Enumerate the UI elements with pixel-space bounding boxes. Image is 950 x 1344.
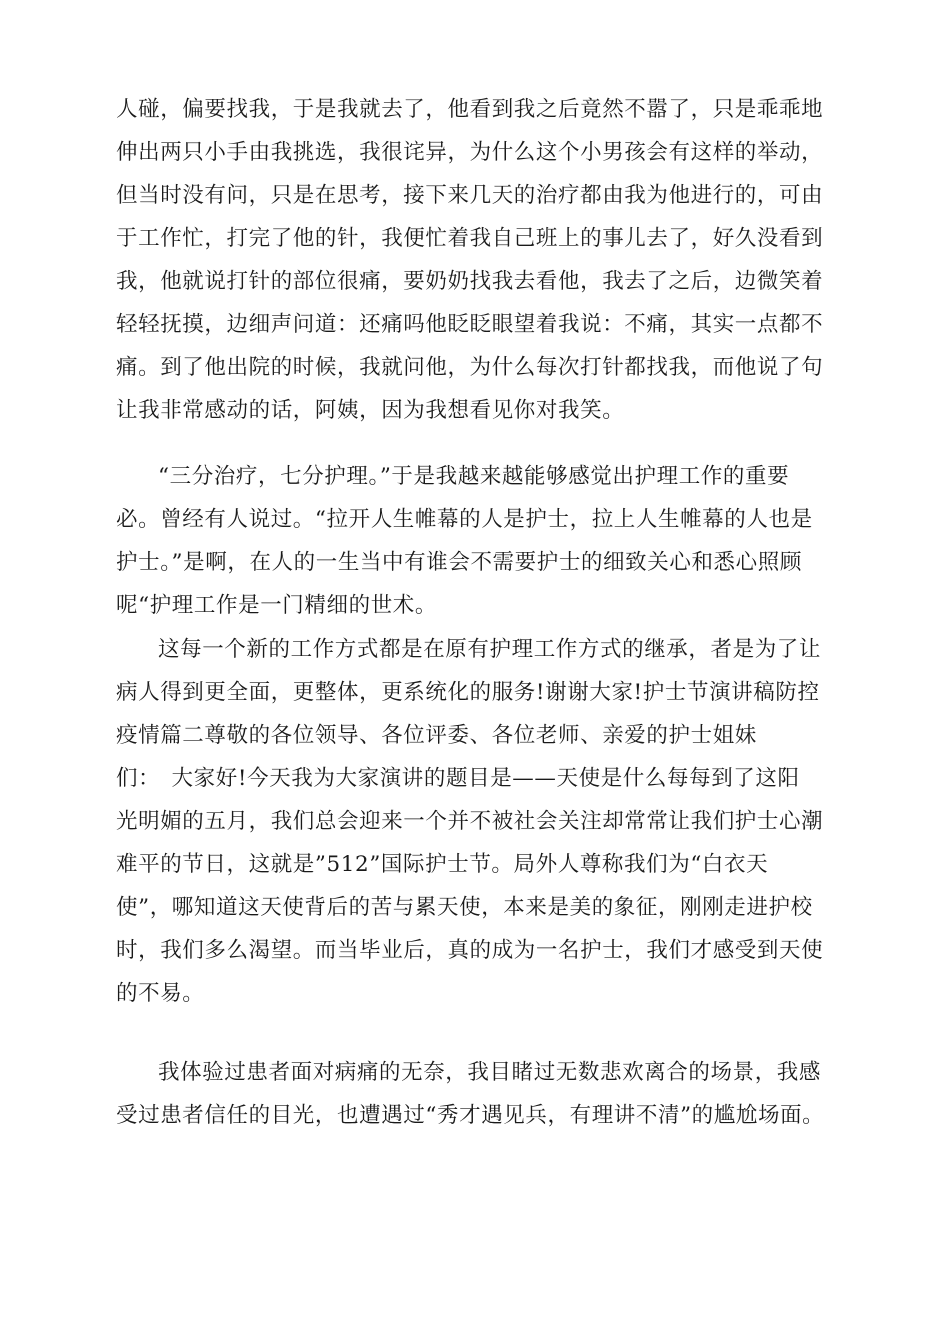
text-line: 疫情篇二尊敬的各位领导、各位评委、各位老师、亲爱的护士姐妹 <box>116 723 757 748</box>
text-line: 让我非常感动的话，阿姨，因为我想看见你对我笑。 <box>116 398 625 423</box>
text-line: 时，我们多么渴望。而当毕业后，真的成为一名护士，我们才感受到天使 <box>116 938 824 963</box>
text-line: 于工作忙，打完了他的针，我便忙着我自己班上的事儿去了，好久没看到 <box>116 226 824 251</box>
paragraph-3 <box>116 628 856 1015</box>
text-line: 人碰，偏要找我，于是我就去了，他看到我之后竟然不嚣了，只是乖乖地 <box>116 97 824 122</box>
text-line: 难平的节日，这就是”512”国际护士节。局外人尊称我们为“白衣天 <box>116 852 769 877</box>
text-line: 呢“护理工作是一门精细的世术。 <box>116 593 437 618</box>
text-line: 但当时没有问，只是在思考，接下来几天的治疗都由我为他进行的，可由 <box>116 183 824 208</box>
text-line: 必。曾经有人说过。“拉开人生帷幕的人是护士，拉上人生帷幕的人也是 <box>116 507 813 532</box>
text-line: 光明媚的五月，我们总会迎来一个并不被社会关注却常常让我们护士心潮 <box>116 809 824 834</box>
text-line: 们： 大家好!今天我为大家演讲的题目是——天使是什么每每到了这阳 <box>116 766 800 791</box>
text-line: 痛。到了他出院的时候，我就问他，为什么每次打针都找我，而他说了句 <box>116 355 824 380</box>
text-line: 的不易。 <box>116 981 205 1006</box>
text-line: 使”，哪知道这天使背后的苦与累天使，本来是美的象征，刚刚走进护校 <box>116 895 813 920</box>
paragraph-4 <box>116 1051 856 1137</box>
text-line: 我体验过患者面对病痛的无奈，我目睹过无数悲欢离合的场景，我感 <box>158 1060 822 1085</box>
text-line: 我，他就说打针的部位很痛，要奶奶找我去看他，我去了之后，边微笑着 <box>116 269 824 294</box>
text-line: 病人得到更全面，更整体，更系统化的服务!谢谢大家!护士节演讲稿防控 <box>116 680 820 705</box>
paragraph-2 <box>116 455 856 627</box>
text-line: 护士。”是啊，在人的一生当中有谁会不需要护士的细致关心和悉心照顾 <box>116 550 802 575</box>
text-line: 这每一个新的工作方式都是在原有护理工作方式的继承，者是为了让 <box>158 637 822 662</box>
text-line: 轻轻抚摸，边细声问道：还痛吗他眨眨眼望着我说：不痛，其实一点都不 <box>116 312 824 337</box>
paragraph-1 <box>116 88 856 432</box>
text-line: 伸出两只小手由我挑选，我很诧异，为什么这个小男孩会有这样的举动， <box>116 140 824 165</box>
text-line: 受过患者信任的目光，也遭遇过“秀才遇见兵，有理讲不清”的尴尬场面。 <box>116 1103 825 1128</box>
text-line: “三分治疗，七分护理。”于是我越来越能够感觉出护理工作的重要 <box>158 464 790 489</box>
